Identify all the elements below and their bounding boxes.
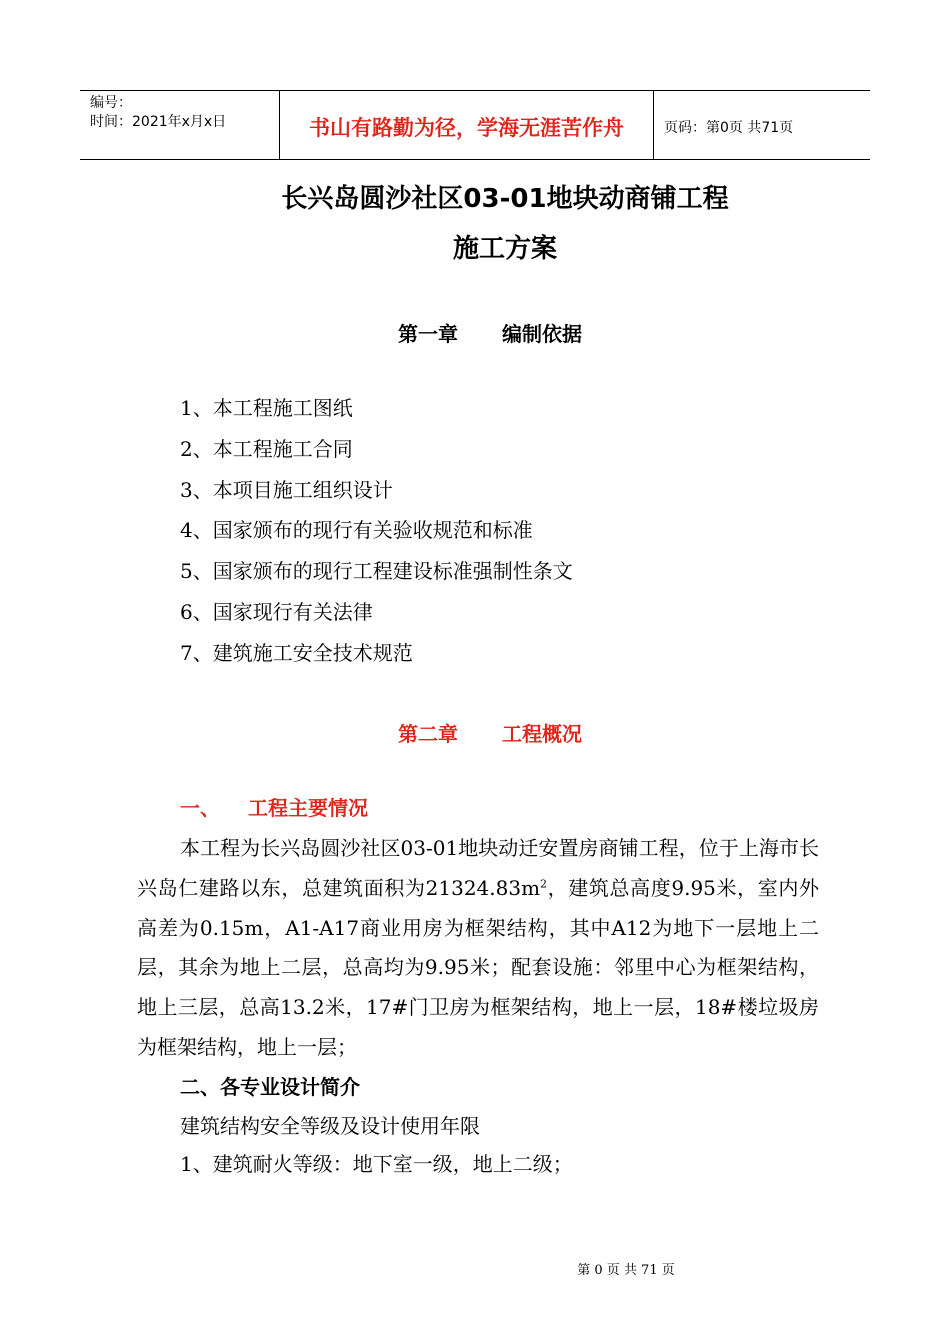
header-motto: 书山有路勤为径，学海无涯苦作舟 bbox=[280, 91, 654, 159]
basis-list bbox=[180, 392, 573, 678]
list-item: 4、国家颁布的现行有关验收规范和标准 bbox=[180, 518, 533, 543]
structure-safety-line: 建筑结构安全等级及设计使用年限 bbox=[180, 1114, 480, 1138]
list-item: 1、本工程施工图纸 bbox=[180, 396, 353, 420]
fire-rating-line: 1、建筑耐火等级：地下室一级，地上二级； bbox=[180, 1152, 573, 1176]
chapter1-name: 编制依据 bbox=[502, 322, 582, 346]
header-meta-cell bbox=[80, 91, 280, 159]
chapter2-heading bbox=[398, 718, 582, 747]
area-superscript: 2 bbox=[540, 877, 548, 891]
list-item: 6、国家现行有关法律 bbox=[180, 599, 373, 624]
overview-paragraph bbox=[137, 829, 819, 1068]
header-page-info: 页码：第0页 共71页 bbox=[664, 120, 794, 136]
list-item: 3、本项目施工组织设计 bbox=[180, 477, 393, 502]
serial-label: 编号： bbox=[90, 95, 132, 111]
page-footer: 第 0 页 共 71 页 bbox=[577, 1263, 675, 1278]
chapter2-name: 工程概况 bbox=[502, 722, 582, 746]
list-item: 2、本工程施工合同 bbox=[180, 436, 353, 461]
document-subtitle: 施工方案 bbox=[452, 234, 557, 264]
paragraph-text-part1: 本工程为长兴岛圆沙社区03-01地块动迁安置房商铺工程，位于上海市长兴岛仁建路以东，总建筑面积为21324.83m bbox=[137, 836, 819, 900]
list-item: 5、国家颁布的现行工程建设标准强制性条文 bbox=[180, 559, 573, 584]
header-table bbox=[80, 90, 870, 160]
section1-number: 一、 bbox=[180, 796, 220, 820]
section1-heading bbox=[180, 792, 368, 821]
list-item: 7、建筑施工安全技术规范 bbox=[180, 640, 413, 665]
chapter2-number: 第二章 bbox=[398, 722, 458, 746]
document-title: 长兴岛圆沙社区03-01地块动商铺工程 bbox=[281, 184, 729, 214]
time-label: 时间：2021年x月x日 bbox=[90, 114, 227, 130]
section1-title: 工程主要情况 bbox=[248, 796, 368, 820]
chapter1-heading bbox=[398, 318, 582, 347]
paragraph-text-part2: ，建筑总高度9.95米，室内外高差为0.15m，A1-A17商业用房为框架结构，其中A12为地下一层地上二层，其余为地上二层，总高均为9.95米；配套设施：邻里中心为框架结构，地上三层，总高13.2米，17#门卫房为框架结构，地上一层，18#楼垃圾房为框架结构，地上一层； bbox=[137, 875, 819, 1059]
chapter1-number: 第一章 bbox=[398, 322, 458, 346]
section2-heading: 二、各专业设计简介 bbox=[180, 1075, 360, 1099]
